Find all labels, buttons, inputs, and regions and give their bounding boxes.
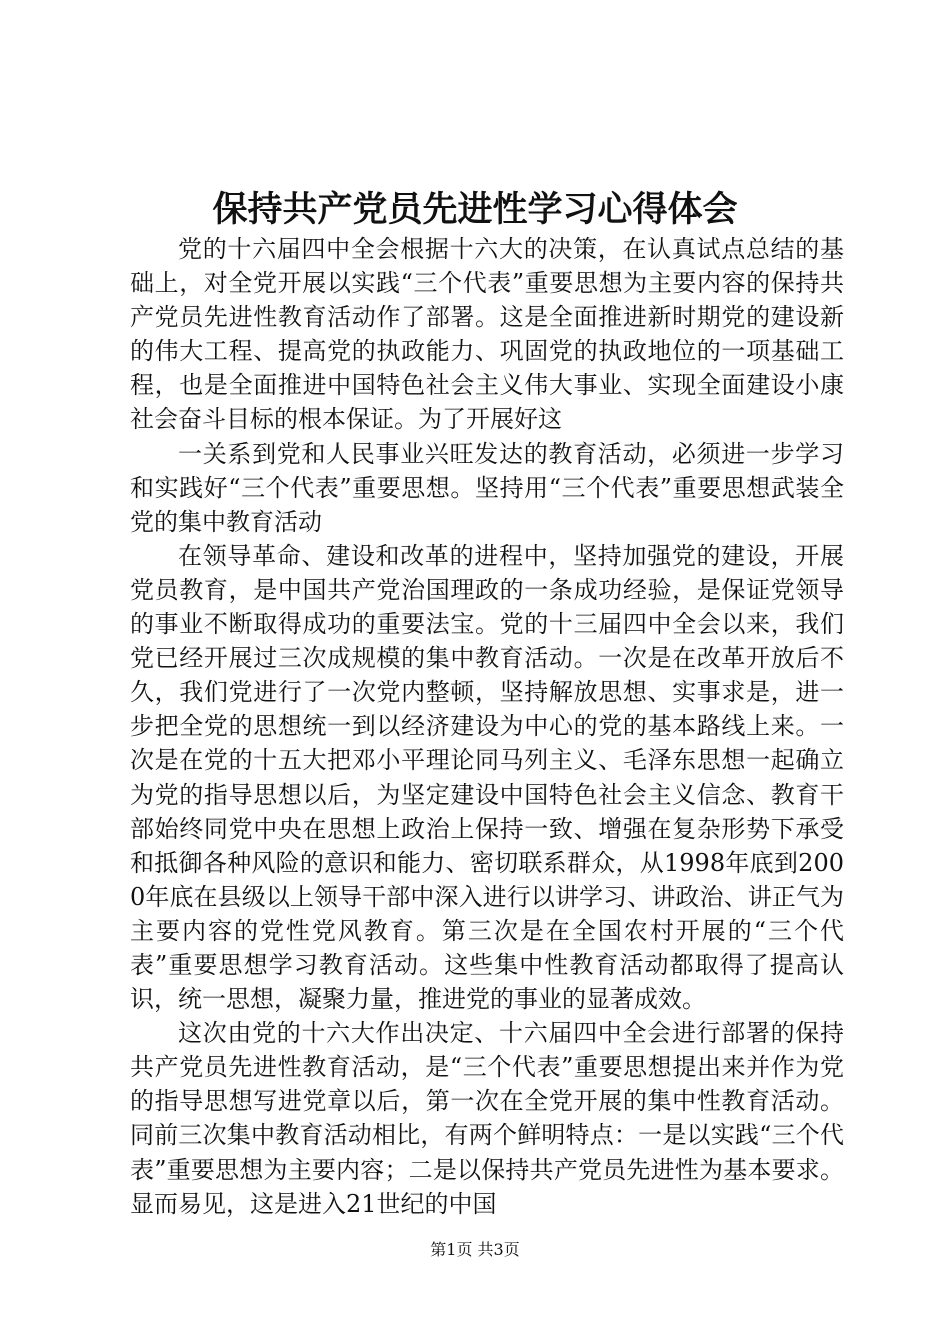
document-body	[130, 232, 844, 1221]
document-title: 保持共产党员先进性学习心得体会	[212, 189, 738, 230]
paragraph: 党的十六届四中全会根据十六大的决策，在认真试点总结的基础上，对全党开展以实践“三个代表”重要思想为主要内容的保持共产党员先进性教育活动作了部署。这是全面推进新时期党的建设新的伟大工程、提高党的执政能力、巩固党的执政地位的一项基础工程，也是全面推进中国特色社会主义伟大事业、实现全面建设小康社会奋斗目标的根本保证。为了开展好这	[130, 235, 844, 434]
paragraph: 在领导革命、建设和改革的进程中，坚持加强党的建设，开展党员教育，是中国共产党治国理政的一条成功经验，是保证党领导的事业不断取得成功的重要法宝。党的十三届四中全会以来，我们党已经开展过三次成规模的集中教育活动。一次是在改革开放后不久，我们党进行了一次党内整顿，坚持解放思想、实事求是，进一步把全党的思想统一到以经济建设为中心的党的基本路线上来。一次是在党的十五大把邓小平理论同马列主义、毛泽东思想一起确立为党的指导思想以后，为坚定建设中国特色社会主义信念、教育干部始终同党中央在思想上政治上保持一致、增强在复杂形势下承受和抵御各种风险的意识和能力、密切联系群众，从1998年底到2000年底在县级以上领导干部中深入进行以讲学习、讲政治、讲正气为主要内容的党性党风教育。第三次是在全国农村开展的“三个代表”重要思想学习教育活动。这些集中性教育活动都取得了提高认识，统一思想，凝聚力量，推进党的事业的显著成效。	[130, 541, 844, 1014]
paragraph: 一关系到党和人民事业兴旺发达的教育活动，必须进一步学习和实践好“三个代表”重要思想。坚持用“三个代表”重要思想武装全党的集中教育活动	[130, 439, 844, 536]
paragraph: 这次由党的十六大作出决定、十六届四中全会进行部署的保持共产党员先进性教育活动，是“三个代表”重要思想提出来并作为党的指导思想写进党章以后，第一次在全党开展的集中性教育活动。同前三次集中教育活动相比，有两个鲜明特点：一是以实践“三个代表”重要思想为主要内容；二是以保持共产党员先进性为基本要求。显而易见，这是进入21世纪的中国	[130, 1019, 844, 1218]
page-footer: 第1页 共3页	[430, 1240, 520, 1259]
